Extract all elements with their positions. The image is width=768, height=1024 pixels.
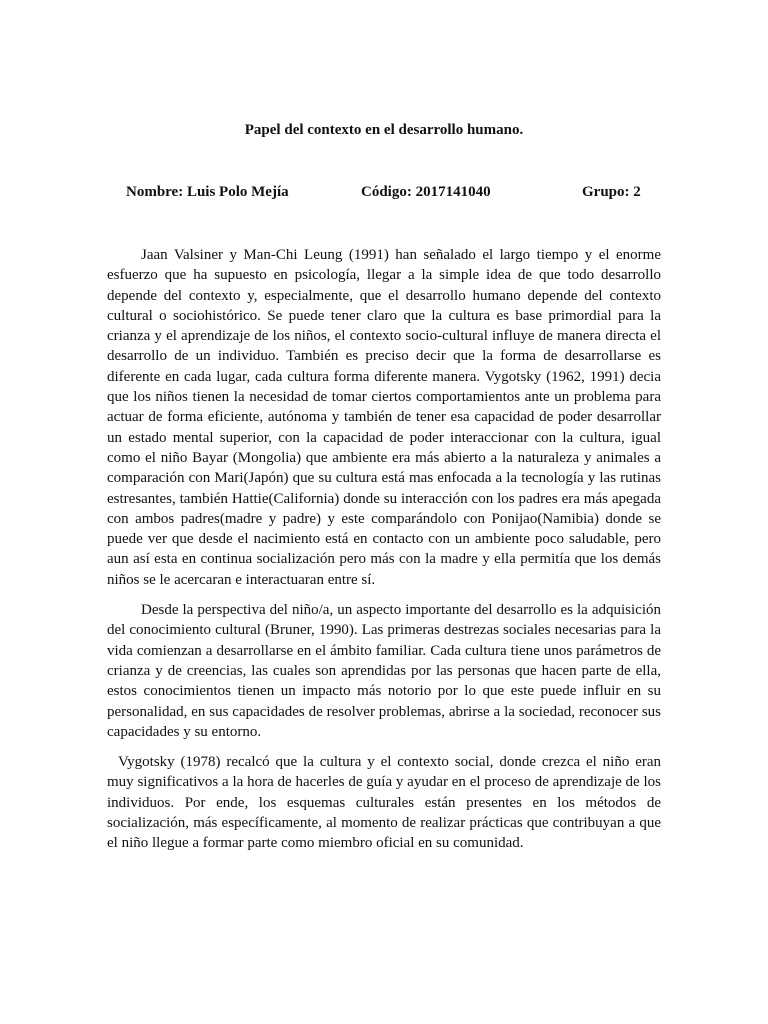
student-code: Código: 2017141040 (361, 184, 491, 200)
document-title: Papel del contexto en el desarrollo humano. (244, 122, 524, 138)
student-info-row (126, 184, 646, 204)
paragraph-1: Jaan Valsiner y Man-Chi Leung (1991) han señalado el largo tiempo y el enorme esfuerzo que ha supuesto en psicología, llegar a la simple idea de que todo desarrollo depende del contexto y, especialmente, que el desarrollo humano depende del contexto cultural o sociohistórico. Se puede tener claro que la cultura es base primordial para la crianza y el aprendizaje de los niños, el contexto socio-cultural influye de manera directa el desarrollo de un individuo. También es preciso decir que la forma de desarrollarse es diferente en cada lugar, cada cultura forma diferente manera. Vygotsky (1962, 1991) decia que los niños tienen la necesidad de tomar ciertos comportamientos ante un problema para actuar de forma eficiente, autónoma y también de tener esa capacidad de poder desarrollar un estado mental superior, con la capacidad de poder interaccionar con la cultura, igual como el niño Bayar (Mongolia) que ambiente era más abierto a la naturaleza y animales a comparación con Mari(Japón) que su cultura está mas enfocada a la tecnología y las rutinas estresantes, también Hattie(California) donde su interacción con los padres era más apegada con ambos padres(madre y padre) y este comparándolo con Ponijao(Namibia) donde se puede ver que desde el nacimiento está en contacto con un ambiente poco saludable, pero aun así esta en continua socialización pero más con la madre y ella permitía que los demás niños se le acercaran e interactuaran entre sí. (107, 247, 661, 588)
student-group: Grupo: 2 (582, 184, 641, 200)
paragraph-3: Vygotsky (1978) recalcó que la cultura y el contexto social, donde crezca el niño eran muy significativos a la hora de hacerles de guía y ayudar en el proceso de aprendizaje de los individuos. Por ende, los esquemas culturales están presentes en los métodos de socialización, más específicamente, al momento de realizar prácticas que contribuyan a que el niño llegue a formar parte como miembro oficial en su comunidad. (107, 754, 661, 852)
document-body (107, 245, 661, 864)
student-name: Nombre: Luis Polo Mejía (126, 184, 289, 200)
paragraph-2: Desde la perspectiva del niño/a, un aspecto importante del desarrollo es la adquisición del conocimiento cultural (Bruner, 1990). Las primeras destrezas sociales necesarias para la vida comienzan a desarrollarse en el ámbito familiar. Cada cultura tiene unos parámetros de crianza y de creencias, las cuales son aprendidas por las personas que hacen parte de ella, estos conocimientos tienen un impacto más notorio por lo que este puede influir en su personalidad, en sus capacidades de resolver problemas, abrirse a la sociedad, reconocer sus capacidades y su entorno. (107, 602, 661, 740)
